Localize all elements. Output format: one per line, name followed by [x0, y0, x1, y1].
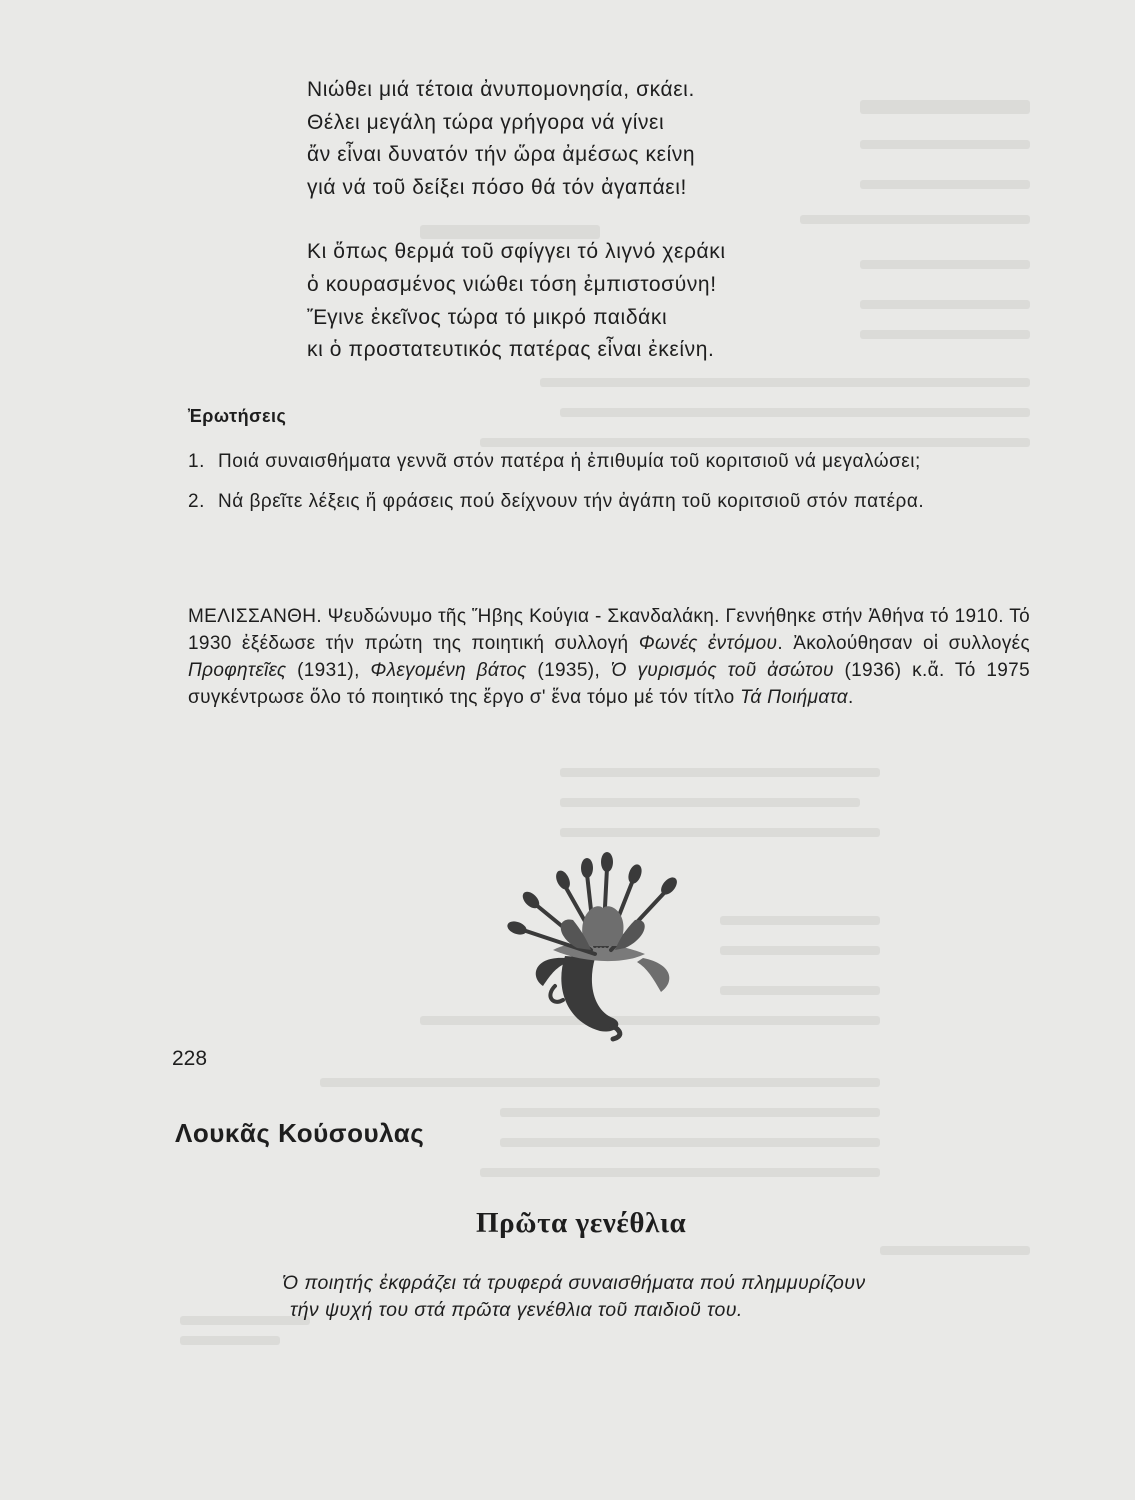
next-poem-author: Λουκᾶς Κούσουλας [175, 1118, 425, 1148]
bio-text: ΜΕΛΙΣΣΑΝΘΗ. Ψευδώνυμο τῆς Ἥβης Κούγια - Σκανδαλάκη. Γεννήθηκε στήν Ἀθήνα τό 1910. Τό 1930 ἐξέδωσε τήν πρώτη της ποιητική συλλογή [188, 606, 1030, 654]
question-item [188, 448, 1036, 476]
question-text: Ποιά συναισθήματα γεννᾶ στόν πατέρα ἡ ἐπιθυμία τοῦ κοριτσιοῦ νά μεγαλώσει; [218, 451, 921, 472]
question-number: 2. [188, 491, 205, 512]
poem-line: Νιώθει μιά τέτοια ἀνυπομονησία, σκάει. [307, 78, 695, 101]
bio-work-title: Φλεγομένη βάτος [370, 660, 527, 681]
poem-line: ἄν εἶναι δυνατόν τήν ὥρα ἀμέσως κείνη [307, 143, 696, 167]
question-item [188, 488, 1036, 516]
stanza-break [307, 204, 726, 236]
poem-line: Θέλει μεγάλη τώρα γρήγορα νά γίνει [307, 110, 665, 134]
bio-work-title: Ὁ γυρισμός τοῦ ἀσώτου [610, 660, 834, 681]
poem-line: ὁ κουρασμένος νιώθει τόση ἐμπιστοσύνη! [307, 272, 717, 296]
bio-text: (1936) κ.ἄ. Τό 1975 συγκέντρωσε ὅλο τό ποιητικό της ἔργο σ' ἕνα τόμο μέ τόν τίτλο [188, 660, 1031, 708]
poem-line: γιά νά τοῦ δείξει πόσο θά τόν ἀγαπάει! [307, 175, 687, 199]
bio-work-title: Φωνές ἐντόμου [638, 633, 778, 654]
intro-line: Ὁ ποιητής ἐκφράζει τά τρυφερά συναισθήματα πού πλημμυρίζουν [282, 1272, 866, 1294]
questions-list [188, 448, 1036, 528]
question-number: 1. [188, 451, 205, 472]
flower-ornament-icon [495, 846, 705, 1046]
intro-line: τήν ψυχή του στά πρῶτα γενέθλια τοῦ παιδιοῦ του. [290, 1299, 743, 1321]
poem-line: Ἔγινε ἐκεῖνος τώρα τό μικρό παιδάκι [307, 305, 668, 329]
author-biography [188, 603, 1030, 711]
poem-line: Κι ὅπως θερμά τοῦ σφίγγει τό λιγνό χεράκι [307, 240, 726, 264]
bio-text: (1935), [526, 660, 611, 681]
poem-line: κι ὁ προστατευτικός πατέρας εἶναι ἐκείνη. [307, 338, 715, 362]
bio-work-title: Τά Ποιήματα [740, 687, 848, 708]
poem-excerpt [307, 74, 726, 367]
poem-introduction [282, 1270, 1022, 1324]
questions-heading: Ἐρωτήσεις [188, 406, 287, 426]
page-number: 228 [172, 1047, 208, 1070]
bio-text: (1931), [286, 660, 371, 681]
bio-text: . [848, 687, 854, 708]
question-text: Νά βρεῖτε λέξεις ἤ φράσεις πού δείχνουν τήν ἀγάπη τοῦ κοριτσιοῦ στόν πατέρα. [218, 491, 925, 512]
next-poem-title: Πρῶτα γενέθλια [476, 1207, 687, 1239]
bio-text: . Ἀκολούθησαν οἱ συλλογές [777, 633, 1030, 654]
bio-work-title: Προφητεῖες [188, 660, 287, 681]
